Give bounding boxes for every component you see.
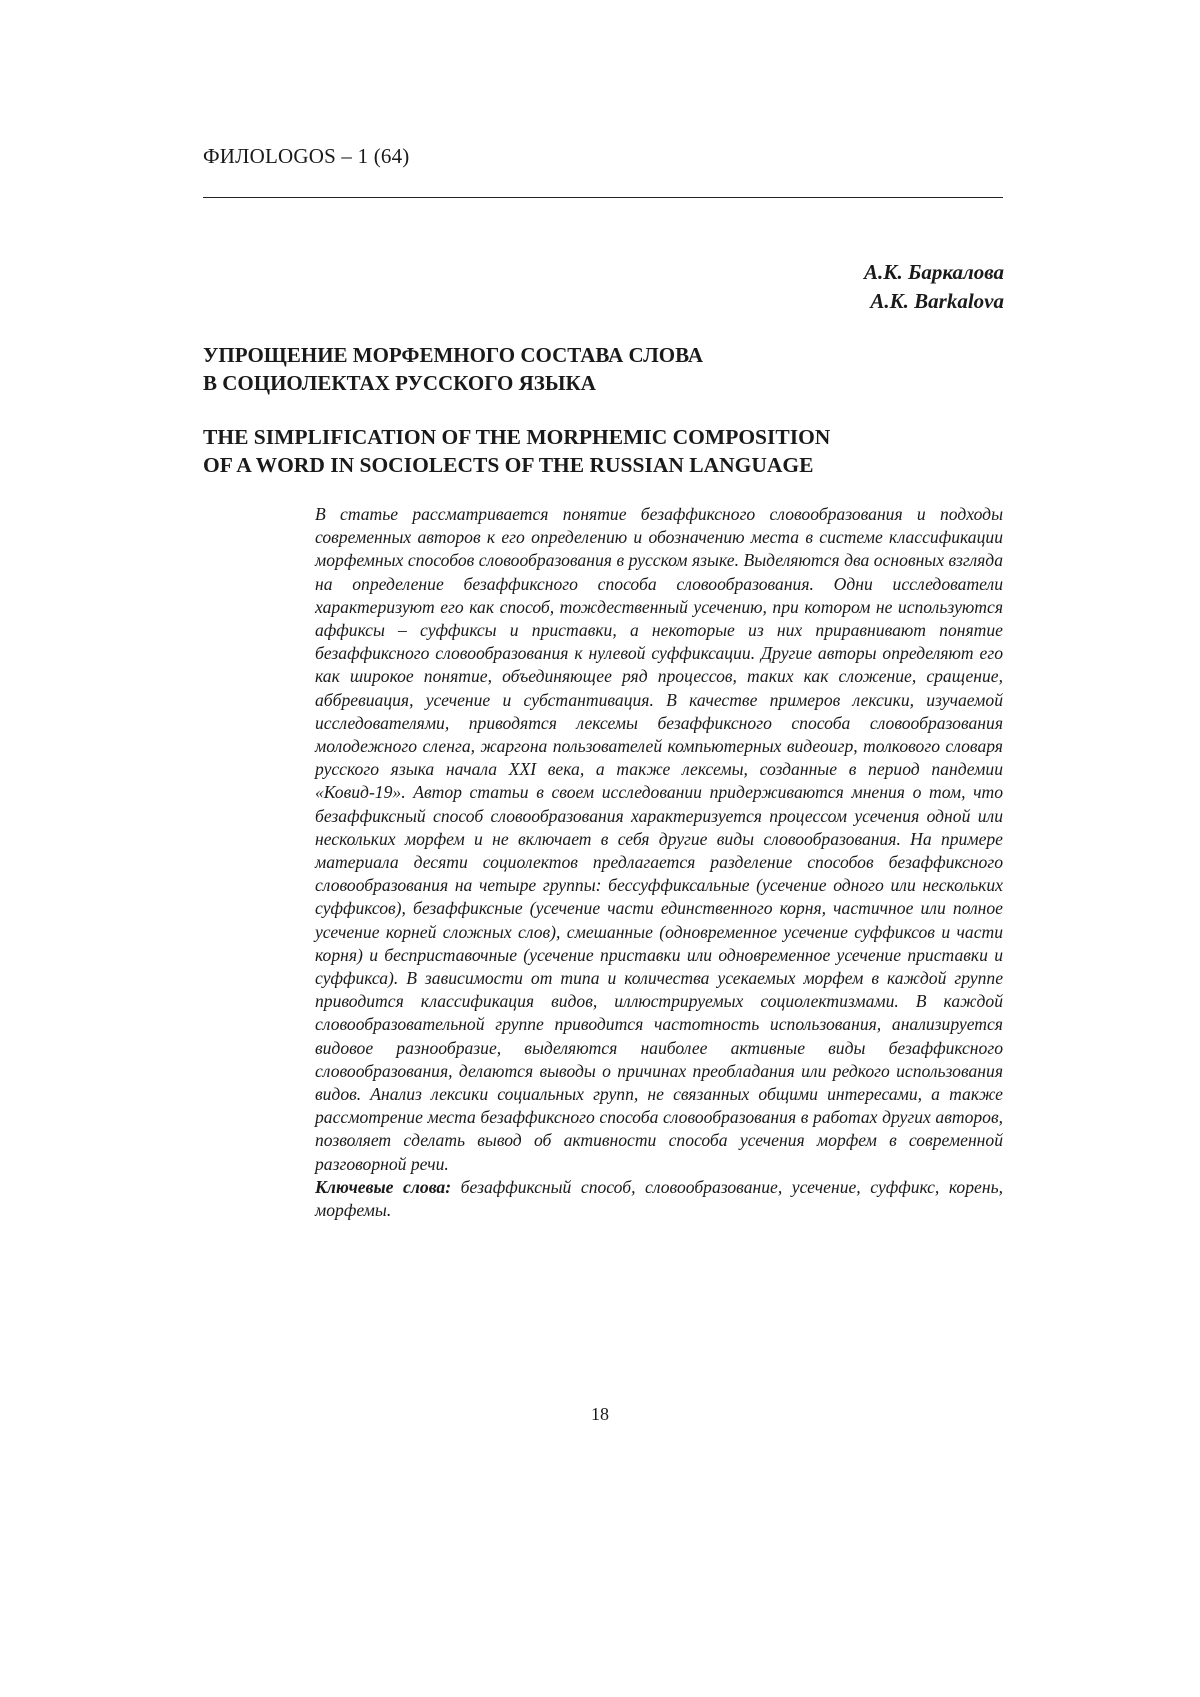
title-en-line-1: THE SIMPLIFICATION OF THE MORPHEMIC COMPOSITION [203,423,1003,451]
header-divider [203,197,1003,198]
running-header: ФИЛОLOGOS – 1 (64) [203,144,410,169]
keywords [315,1176,1003,1222]
keywords-list: безаффиксный способ, словообразование, усечение, суффикс, корень, морфемы. [315,1177,1003,1220]
title-en-line-2: OF A WORD IN SOCIOLECTS OF THE RUSSIAN LANGUAGE [203,451,1003,479]
author-block [864,258,1004,316]
keywords-label: Ключевые слова: [315,1177,451,1197]
title-ru-line-1: УПРОЩЕНИЕ МОРФЕМНОГО СОСТАВА СЛОВА [203,341,1003,369]
title-ru-line-2: В СОЦИОЛЕКТАХ РУССКОГО ЯЗЫКА [203,369,1003,397]
article-title-ru [203,341,1003,397]
author-name-en: A.K. Barkalova [864,287,1004,316]
abstract-text: В статье рассматривается понятие безаффиксного словообразования и подходы современных авторов к его определению и обозначению места в системе классификации морфемных способов словообразования в русском языке. Выделяются два основных взгляда на определение безаффиксного способа словообразования. Одни исследователи характеризуют его как способ, тождественный усечению, при котором не используются аффиксы – суффиксы и приставки, а некоторые из них приравнивают понятие безаффиксного словообразования к нулевой суффиксации. Другие авторы определяют его как широкое понятие, объединяющее ряд процессов, таких как сложение, сращение, аббревиация, усечение и субстантивация. В качестве примеров лексики, изучаемой исследователями, приводятся лексемы безаффиксного способа словообразования молодежного сленга, жаргона пользователей компьютерных видеоигр, толкового словаря русского языка начала XXI века, а также лексемы, созданные в период пандемии «Ковид-19». Автор статьи в своем исследовании придерживаются мнения о том, что безаффиксный способ словообразования характеризуется процессом усечения одной или нескольких морфем и не включает в себя другие виды словообразования. На примере материала десяти социолектов предлагается разделение способов безаффиксного словообразования на четыре группы: бессуффиксальные (усечение одного или нескольких суффиксов), безаффиксные (усечение части единственного корня, частичное или полное усечение корней сложных слов), смешанные (одновременное усечение суффиксов и части корня) и бесприставочные (усечение приставки или одновременное усечение приставки и суффикса). В зависимости от типа и количества усекаемых морфем в каждой группе приводится классификация видов, иллюстрируемых социолектизмами. В каждой словообразовательной группе приводится частотность использования, анализируется видовое разнообразие, выделяются наиболее активные виды безаффиксного словообразования, делаются выводы о причинах преобладания или редкого использования видов. Анализ лексики социальных групп, не связанных общими интересами, а также рассмотрение места безаффиксного способа словообразования в работах других авторов, позволяет сделать вывод об активности способа усечения морфем в современной разговорной речи. [315,503,1003,1176]
author-name-ru: А.К. Баркалова [864,258,1004,287]
abstract [315,503,1003,1222]
page-number: 18 [0,1404,1200,1425]
article-title-en [203,423,1003,479]
